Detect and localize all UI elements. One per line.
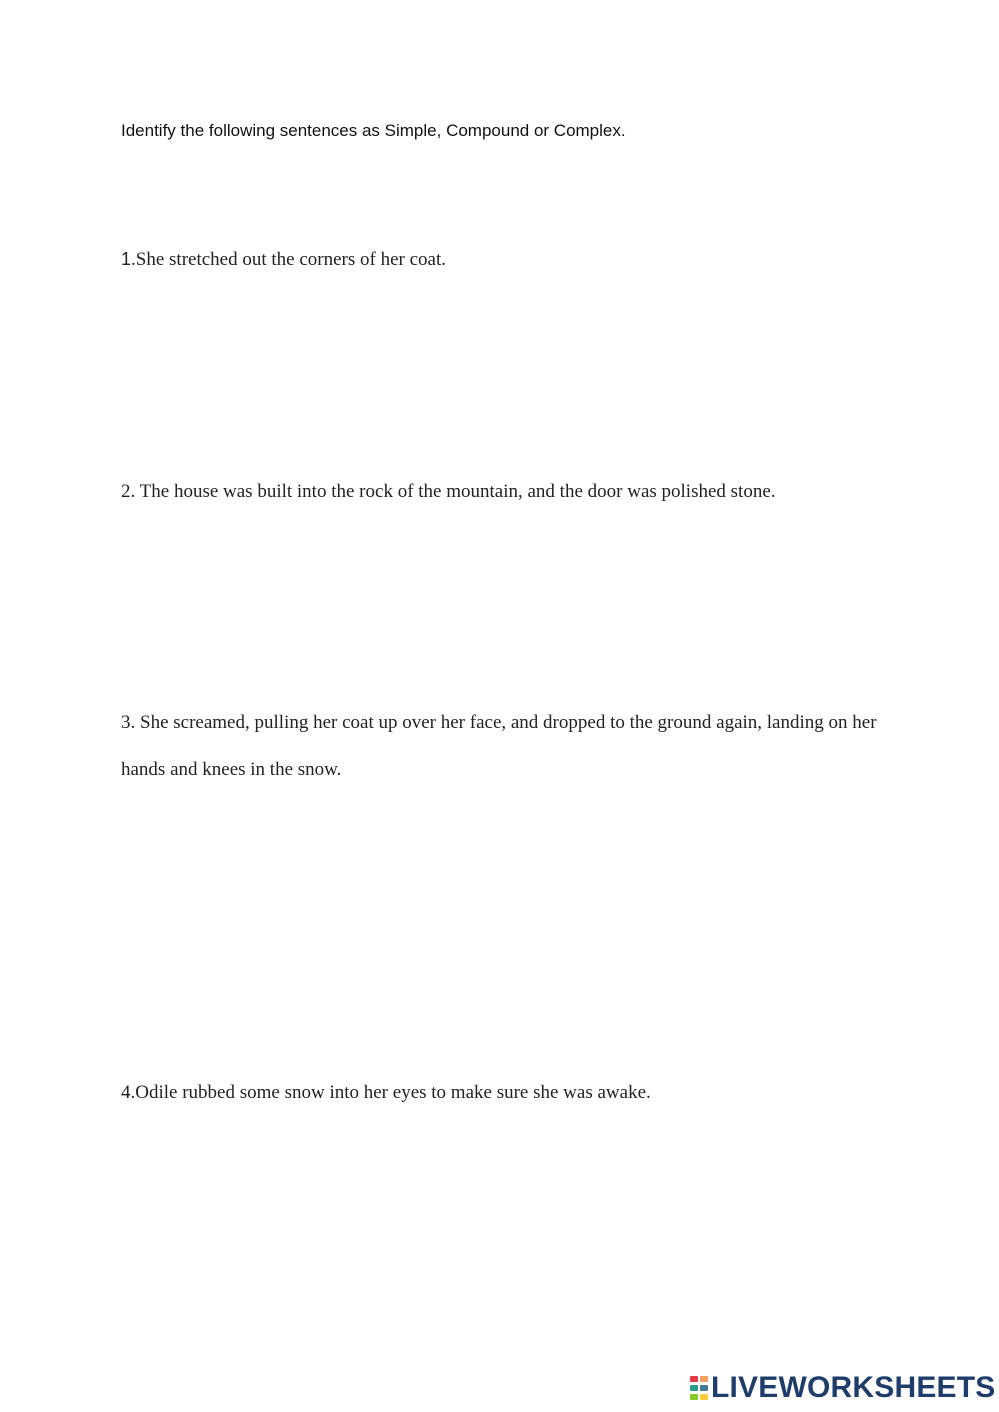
liveworksheets-logo (690, 1373, 996, 1403)
question-3 (121, 699, 881, 793)
question-number: 3 (121, 712, 131, 733)
question-number: 1 (121, 249, 132, 269)
question-text: . The house was built into the rock of the mountain, and the door was polished stone. (130, 481, 776, 502)
question-number: 2 (121, 481, 131, 502)
question-2 (121, 468, 881, 515)
logo-block (700, 1385, 708, 1391)
question-1 (121, 236, 881, 283)
logo-block (690, 1394, 698, 1400)
logo-block (690, 1385, 698, 1391)
logo-mark-icon (690, 1375, 709, 1401)
question-number: 4 (121, 1082, 131, 1103)
question-4 (121, 1069, 881, 1116)
logo-block (690, 1376, 698, 1382)
instruction-text: Identify the following sentences as Simple, Compound or Complex. (121, 121, 626, 140)
question-text: . She screamed, pulling her coat up over her face, and dropped to the ground again, landing on her hands and knees in the snow. (121, 712, 877, 780)
logo-block (700, 1376, 708, 1382)
question-text: .Odile rubbed some snow into her eyes to make sure she was awake. (130, 1082, 651, 1103)
question-text: .She stretched out the corners of her coat. (131, 249, 446, 270)
logo-block (700, 1394, 708, 1400)
logo-text: LIVEWORKSHEETS (711, 1371, 996, 1404)
